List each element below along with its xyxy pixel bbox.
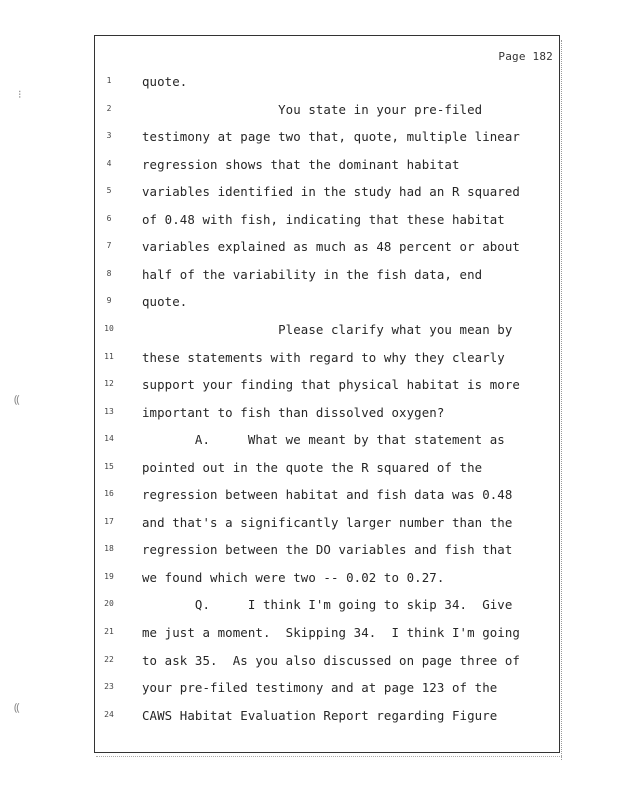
line-number: 10 [104,323,114,333]
transcript-line [95,405,559,433]
scan-bottom-edge [96,756,562,759]
line-number: 20 [104,599,114,609]
line-number: 23 [104,682,114,692]
transcript-page [94,35,560,753]
line-text: important to fish than dissolved oxygen? [142,404,445,420]
line-text: testimony at page two that, quote, multiple linear [142,129,520,145]
line-text: pointed out in the quote the R squared of the [142,459,483,475]
scan-mark-bottom: ⸨ [14,701,20,714]
transcript-line [95,212,559,240]
transcript-line [95,708,559,736]
transcript-line [95,432,559,460]
scan-right-edge [561,40,565,760]
line-number: 22 [104,654,114,664]
transcript-line [95,239,559,267]
line-text: of 0.48 with fish, indicating that these habitat [142,211,505,227]
transcript-line [95,377,559,405]
line-text: regression shows that the dominant habitat [142,156,460,172]
transcript-line [95,597,559,625]
line-number: 5 [106,186,112,196]
line-text: regression between habitat and fish data was 0.48 [142,487,513,503]
line-number: 24 [104,709,114,719]
line-text: regression between the DO variables and fish that [142,542,513,558]
line-text: You state in your pre-filed [142,101,483,117]
line-text: these statements with regard to why they clearly [142,349,505,365]
transcript-line [95,102,559,130]
transcript-line [95,653,559,681]
line-number: 16 [104,489,114,499]
transcript-line [95,625,559,653]
transcript-line [95,322,559,350]
line-text: we found which were two -- 0.02 to 0.27. [142,569,445,585]
transcript-line [95,570,559,598]
transcript-line [95,487,559,515]
transcript-line [95,74,559,102]
line-text: to ask 35. As you also discussed on page three of [142,652,520,668]
line-number: 1 [106,76,112,85]
transcript-line [95,129,559,157]
line-text: support your finding that physical habitat is more [142,377,520,393]
line-number: 21 [104,627,114,636]
line-number: 14 [104,434,114,444]
transcript-line [95,184,559,212]
line-text: half of the variability in the fish data, end [142,266,483,282]
page-number-header: Page 182 [498,50,553,63]
line-number: 12 [104,379,114,389]
line-number: 18 [104,544,114,554]
line-number: 11 [104,351,114,361]
line-number: 17 [104,516,114,526]
scan-mark-middle: ⸨ [14,393,20,406]
scan-mark-top: ⁝ [18,88,22,101]
transcript-line [95,515,559,543]
transcript-line [95,294,559,322]
transcript-line [95,157,559,185]
line-number: 6 [106,213,112,223]
line-text: Please clarify what you mean by [142,321,513,337]
line-text: variables identified in the study had an R squared [142,184,520,200]
line-text: your pre-filed testimony and at page 123 of the [142,680,498,696]
line-number: 3 [106,131,112,141]
transcript-line [95,542,559,570]
line-text: Q. I think I'm going to skip 34. Give [142,597,513,613]
line-text: CAWS Habitat Evaluation Report regarding Figure [142,707,498,723]
transcript-line [95,460,559,488]
line-number: 9 [106,296,112,306]
line-text: quote. [142,294,188,310]
line-text: variables explained as much as 48 percent or about [142,239,520,255]
line-number: 8 [106,268,112,278]
line-text: quote. [142,74,188,89]
line-number: 13 [104,406,114,416]
line-number: 4 [106,158,112,168]
line-number: 19 [104,571,114,581]
line-text: A. What we meant by that statement as [142,432,505,448]
line-number: 2 [106,103,112,113]
transcript-line [95,680,559,708]
line-number: 7 [106,241,112,251]
line-text: and that's a significantly larger number than the [142,514,513,530]
line-text: me just a moment. Skipping 34. I think I'm going [142,625,520,640]
transcript-line [95,267,559,295]
line-number: 15 [104,461,114,471]
transcript-line [95,350,559,378]
